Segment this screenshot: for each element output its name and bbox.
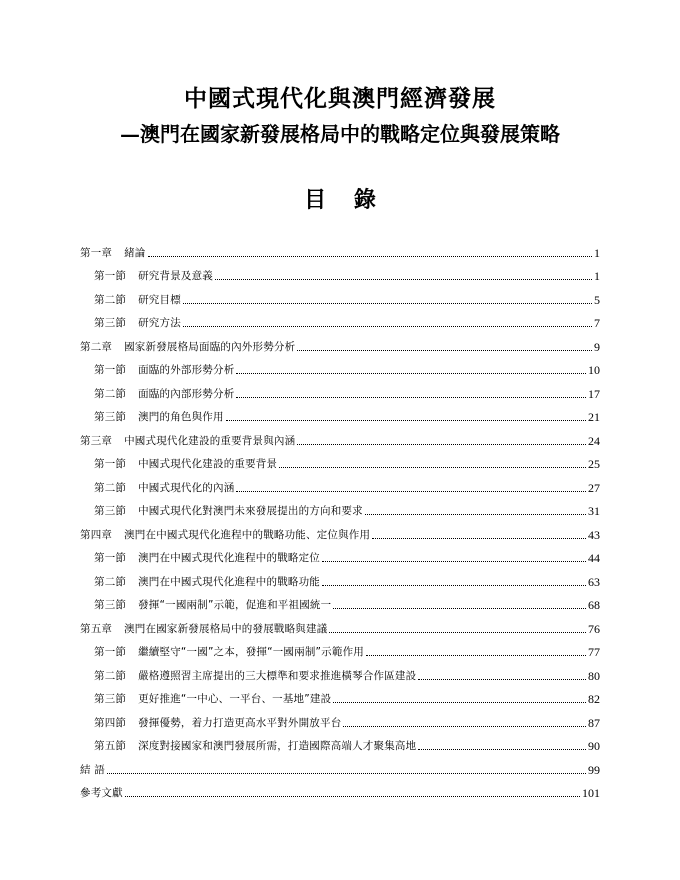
toc-entry-number: 第三節 (94, 317, 127, 329)
toc-entry-title: 發揮“一國兩制”示範，促進和平祖國統一 (138, 599, 332, 611)
toc-section-entry[interactable] (80, 542, 600, 566)
toc-page-number: 80 (588, 668, 600, 683)
toc-entry-label (80, 763, 105, 777)
toc-page-number: 43 (588, 527, 600, 542)
toc-entry-number: 第五節 (94, 740, 127, 752)
toc-entry-label (94, 551, 320, 565)
toc-section-entry[interactable] (80, 283, 600, 307)
toc-page-number: 77 (588, 645, 600, 659)
toc-entry-title: 面臨的內部形勢分析 (138, 387, 235, 400)
toc-entry-label (94, 504, 363, 518)
toc-section-entry[interactable] (80, 659, 600, 683)
document-subtitle: —澳門在國家新發展格局中的戰略定位與發展策略 (120, 122, 560, 146)
toc-section-entry[interactable] (80, 307, 600, 331)
toc-page-number: 90 (588, 739, 600, 753)
toc-section-entry[interactable] (80, 401, 600, 425)
toc-chapter-entry[interactable] (80, 777, 600, 801)
toc-entry-label (94, 575, 320, 589)
toc-chapter-entry[interactable] (80, 753, 600, 777)
toc-dot-leader (322, 584, 586, 586)
toc-entry-number: 第二節 (94, 481, 127, 494)
toc-page-number: 68 (588, 598, 600, 612)
toc-chapter-entry[interactable] (80, 330, 600, 354)
toc-section-entry[interactable] (80, 636, 600, 660)
toc-entry-number: 第二章 (80, 340, 113, 353)
toc-entry-title: 面臨的外部形勢分析 (138, 364, 235, 376)
toc-dot-leader (183, 302, 592, 304)
toc-page-number: 25 (588, 457, 600, 471)
toc-entry-number: 第三章 (80, 434, 113, 447)
toc-entry-label (94, 669, 416, 683)
toc-entry-label (94, 410, 224, 424)
toc-entry-title: 澳門在中國式現代化進程中的戰略功能、定位與作用 (124, 528, 371, 541)
toc-dot-leader (418, 748, 586, 750)
toc-entry-number: 第一節 (94, 364, 127, 376)
toc-dot-leader (226, 419, 586, 421)
toc-entry-title: 緒論 (124, 246, 146, 259)
toc-entry-label (94, 716, 341, 730)
toc-page-number: 31 (588, 504, 600, 518)
toc-entry-label (94, 387, 234, 401)
toc-chapter-entry[interactable] (80, 236, 600, 260)
toc-dot-leader (148, 255, 592, 257)
toc-entry-title: 澳門在國家新發展格局中的發展戰略與建議 (124, 622, 328, 635)
toc-entry-number: 第二節 (94, 575, 127, 588)
toc-section-entry[interactable] (80, 495, 600, 519)
toc-entry-title: 嚴格遵照習主席提出的三大標準和要求推進橫琴合作區建設 (138, 669, 417, 682)
toc-section-entry[interactable] (80, 589, 600, 613)
toc-dot-leader (365, 513, 586, 515)
toc-entry-label (94, 457, 277, 471)
toc-entry-number: 第三節 (94, 505, 127, 517)
toc-dot-leader (297, 349, 592, 351)
toc-entry-label (80, 528, 370, 542)
toc-section-entry[interactable] (80, 565, 600, 589)
toc-dot-leader (372, 537, 586, 539)
toc-entry-title: 中國式現代化的內涵 (138, 481, 235, 494)
toc-page-number: 44 (588, 551, 600, 565)
toc-dot-leader (366, 654, 586, 656)
toc-page-number: 17 (588, 386, 600, 401)
toc-entry-title: 研究背景及意義 (138, 270, 214, 282)
toc-dot-leader (236, 490, 586, 492)
toc-page-number: 7 (594, 316, 600, 330)
toc-dot-leader (297, 443, 586, 445)
toc-entry-number: 第二節 (94, 387, 127, 400)
toc-entry-title: 中國式現代化建設的重要背景 (138, 458, 278, 470)
toc-entry-title: 澳門的角色與作用 (138, 411, 224, 423)
toc-entry-title: 深度對接國家和澳門發展所需，打造國際高端人才聚集高地 (138, 740, 417, 752)
toc-dot-leader (107, 772, 586, 774)
toc-dot-leader (215, 278, 592, 280)
toc-entry-number: 第一章 (80, 246, 113, 259)
toc-dot-leader (418, 678, 586, 680)
toc-entry-number: 第二節 (94, 669, 127, 682)
toc-entry-number: 第五章 (80, 622, 113, 635)
toc-page-number: 21 (588, 410, 600, 424)
toc-entry-label (94, 739, 416, 753)
toc-dot-leader (329, 631, 586, 633)
toc-entry-number: 第一節 (94, 458, 127, 470)
toc-entry-title: 參考文獻 (80, 787, 123, 799)
toc-entry-title: 發揮優勢，着力打造更高水平對外開放平台 (138, 716, 342, 729)
toc-entry-label (80, 246, 146, 260)
toc-dot-leader (333, 607, 586, 609)
toc-entry-number: 第四節 (94, 716, 127, 729)
document-title: 中國式現代化與澳門經濟發展 (184, 86, 496, 112)
toc-entry-label (80, 340, 295, 354)
toc-chapter-entry[interactable] (80, 424, 600, 448)
toc-entry-title: 國家新發展格局面臨的內外形勢分析 (124, 340, 296, 353)
toc-dot-leader (322, 560, 586, 562)
toc-dot-leader (333, 701, 586, 703)
toc-page-number: 76 (588, 621, 600, 636)
toc-entry-label (80, 622, 327, 636)
toc-dot-leader (125, 795, 580, 797)
toc-section-entry[interactable] (80, 730, 600, 754)
toc-entry-number: 第三節 (94, 411, 127, 423)
toc-page-number: 9 (594, 339, 600, 354)
toc-entry-label (94, 316, 181, 330)
toc-page-number: 101 (582, 786, 600, 800)
toc-entry-label (94, 692, 331, 706)
toc-entry-number: 第一節 (94, 552, 127, 564)
toc-entry-number: 第一節 (94, 646, 127, 658)
toc-page-number: 63 (588, 574, 600, 589)
toc-entry-label (94, 481, 234, 495)
toc-heading: 目 錄 (304, 188, 386, 213)
toc-entry-number: 第三節 (94, 693, 127, 705)
toc-entry-label (94, 645, 364, 659)
toc-entry-title: 中國式現代化建設的重要背景與內涵 (124, 434, 296, 447)
toc-section-entry[interactable] (80, 377, 600, 401)
toc-entry-title: 澳門在中國式現代化進程中的戰略功能 (138, 575, 321, 588)
toc-page-number: 87 (588, 715, 600, 730)
toc-page-number: 82 (588, 692, 600, 706)
toc-entry-title: 澳門在中國式現代化進程中的戰略定位 (138, 552, 321, 564)
toc-section-entry[interactable] (80, 448, 600, 472)
toc-entry-label (94, 363, 234, 377)
toc-page-number: 99 (588, 762, 600, 777)
toc-entry-title: 繼續堅守“一國”之本，發揮“一國兩制”示範作用 (138, 646, 364, 658)
toc-entry-title: 研究方法 (138, 317, 181, 329)
toc-dot-leader (183, 325, 592, 327)
toc-page-number: 1 (594, 269, 600, 283)
toc-page-number: 10 (588, 363, 600, 377)
toc-entry-label (80, 434, 295, 448)
toc-dot-leader (279, 466, 586, 468)
toc-page-number: 5 (594, 292, 600, 307)
toc-entry-title: 更好推進“一中心、一平台、一基地”建設 (138, 693, 332, 705)
toc-section-entry[interactable] (80, 706, 600, 730)
toc-entry-title: 中國式現代化對澳門未來發展提出的方向和要求 (138, 505, 363, 517)
toc-page-number: 24 (588, 433, 600, 448)
toc-dot-leader (236, 372, 586, 374)
toc-section-entry[interactable] (80, 471, 600, 495)
toc-entry-number: 第一節 (94, 270, 127, 282)
toc-page-number: 27 (588, 480, 600, 495)
toc-entry-label (94, 598, 331, 612)
toc-entry-title: 結 語 (80, 763, 105, 776)
toc-dot-leader (236, 396, 586, 398)
toc-entry-label (94, 269, 213, 283)
toc-section-entry[interactable] (80, 354, 600, 378)
toc-chapter-entry[interactable] (80, 612, 600, 636)
toc-entry-label (94, 293, 181, 307)
toc-section-entry[interactable] (80, 683, 600, 707)
toc-entry-number: 第三節 (94, 599, 127, 611)
toc-entry-number: 第二節 (94, 293, 127, 306)
toc-entry-label (80, 786, 123, 800)
toc-page-number: 1 (594, 245, 600, 260)
table-of-contents (80, 236, 600, 800)
toc-entry-number: 第四章 (80, 528, 113, 541)
toc-entry-title: 研究目標 (138, 293, 181, 306)
toc-section-entry[interactable] (80, 260, 600, 284)
toc-dot-leader (343, 725, 586, 727)
toc-chapter-entry[interactable] (80, 518, 600, 542)
